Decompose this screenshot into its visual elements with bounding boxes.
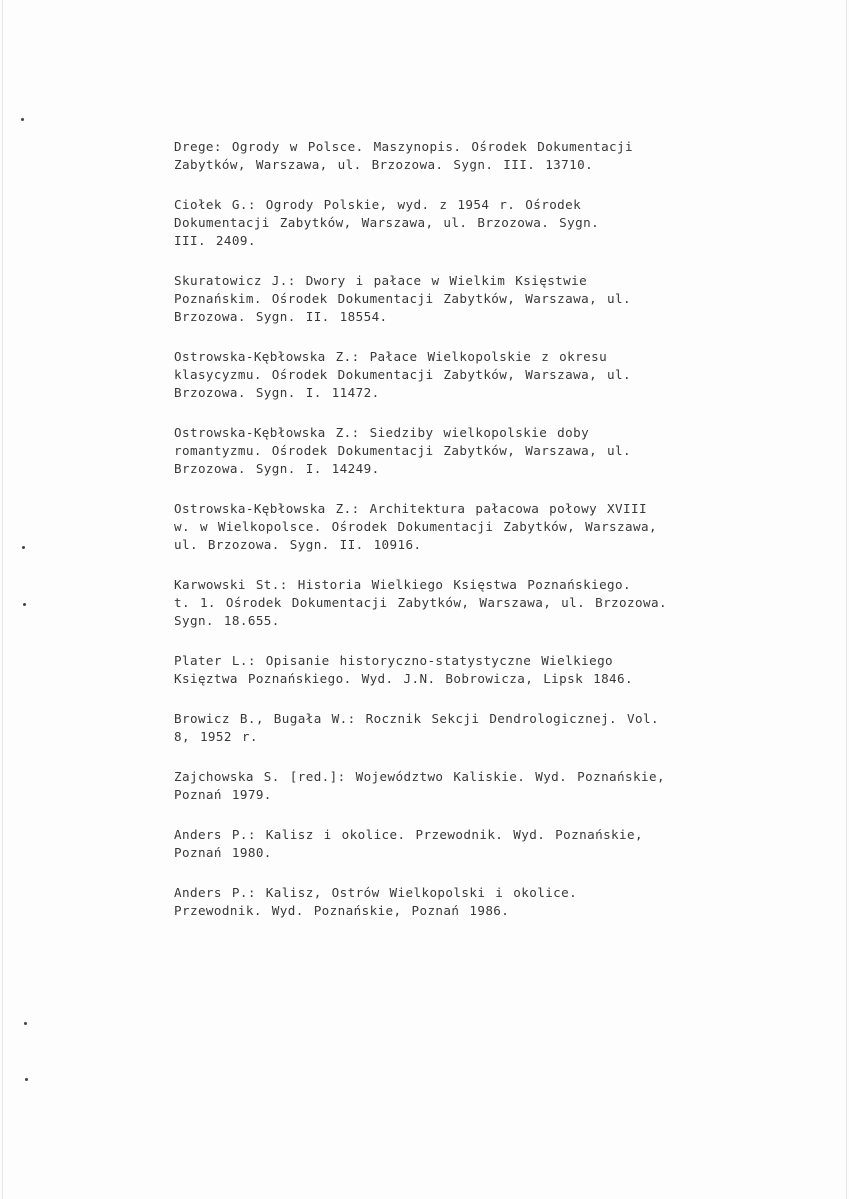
entry-line: Sygn. 18.655. [174, 613, 280, 628]
entry-line: Brzozowa. Sygn. II. 18554. [174, 309, 388, 324]
entry-line: Karwowski St.: Historia Wielkiego Księstwa Poznańskiego. [174, 577, 631, 592]
bibliography-entry [174, 884, 800, 920]
bibliography-entry [174, 424, 800, 478]
entry-line: t. 1. Ośrodek Dokumentacji Zabytków, Warszawa, ul. Brzozowa. [174, 595, 667, 610]
bibliography-entry [174, 652, 800, 688]
bibliography-entry [174, 710, 800, 746]
entry-line: Ostrowska-Kębłowska Z.: Pałace Wielkopolskie z okresu [174, 349, 608, 364]
punch-mark [23, 603, 26, 606]
entry-line: Poznań 1979. [174, 787, 272, 802]
entry-line: Brzozowa. Sygn. I. 14249. [174, 461, 380, 476]
entry-line: ul. Brzozowa. Sygn. II. 10916. [174, 537, 422, 552]
entry-line: Przewodnik. Wyd. Poznańskie, Poznań 1986. [174, 903, 510, 918]
entry-line: III. 2409. [174, 233, 256, 248]
page-edge-right [846, 0, 847, 1199]
bibliography-entry [174, 348, 800, 402]
entry-line: Zajchowska S. [red.]: Województwo Kaliskie. Wyd. Poznańskie, [174, 769, 665, 784]
entry-line: Zabytków, Warszawa, ul. Brzozowa. Sygn. III. 13710. [174, 157, 594, 172]
entry-line: Ostrowska-Kębłowska Z.: Siedziby wielkopolskie doby [174, 425, 590, 440]
entry-line: Skuratowicz J.: Dwory i pałace w Wielkim Księstwie [174, 273, 588, 288]
entry-line: Drege: Ogrody w Polsce. Maszynopis. Ośrodek Dokumentacji [174, 139, 633, 154]
bibliography-entry [174, 826, 800, 862]
page-edge-left [2, 0, 3, 1199]
entry-line: Plater L.: Opisanie historyczno-statystyczne Wielkiego [174, 653, 614, 668]
bibliography-list [174, 138, 800, 942]
bibliography-entry [174, 272, 800, 326]
entry-line: 8, 1952 r. [174, 729, 258, 744]
entry-line: Poznańskim. Ośrodek Dokumentacji Zabytków, Warszawa, ul. [174, 291, 631, 306]
entry-line: klasycyzmu. Ośrodek Dokumentacji Zabytków, Warszawa, ul. [174, 367, 631, 382]
bibliography-entry [174, 138, 800, 174]
entry-line: Ostrowska-Kębłowska Z.: Architektura pałacowa połowy XVIII [174, 501, 647, 516]
entry-line: Ciołek G.: Ogrody Polskie, wyd. z 1954 r. Ośrodek [174, 197, 582, 212]
punch-mark [22, 546, 25, 549]
bibliography-entry [174, 576, 800, 630]
bibliography-entry [174, 196, 800, 250]
punch-mark [21, 118, 24, 121]
punch-mark [24, 1022, 27, 1025]
bibliography-entry [174, 768, 800, 804]
entry-line: Księztwa Poznańskiego. Wyd. J.N. Bobrowicza, Lipsk 1846. [174, 671, 633, 686]
entry-line: romantyzmu. Ośrodek Dokumentacji Zabytków, Warszawa, ul. [174, 443, 631, 458]
entry-line: Anders P.: Kalisz, Ostrów Wielkopolski i okolice. [174, 885, 578, 900]
entry-line: Brzozowa. Sygn. I. 11472. [174, 385, 380, 400]
bibliography-entry [174, 500, 800, 554]
entry-line: Anders P.: Kalisz i okolice. Przewodnik. Wyd. Poznańskie, [174, 827, 643, 842]
entry-line: Dokumentacji Zabytków, Warszawa, ul. Brzozowa. Sygn. [174, 215, 600, 230]
entry-line: Browicz B., Bugała W.: Rocznik Sekcji Dendrologicznej. Vol. [174, 711, 659, 726]
entry-line: Poznań 1980. [174, 845, 272, 860]
entry-line: w. w Wielkopolsce. Ośrodek Dokumentacji Zabytków, Warszawa, [174, 519, 657, 534]
punch-mark [25, 1078, 28, 1081]
